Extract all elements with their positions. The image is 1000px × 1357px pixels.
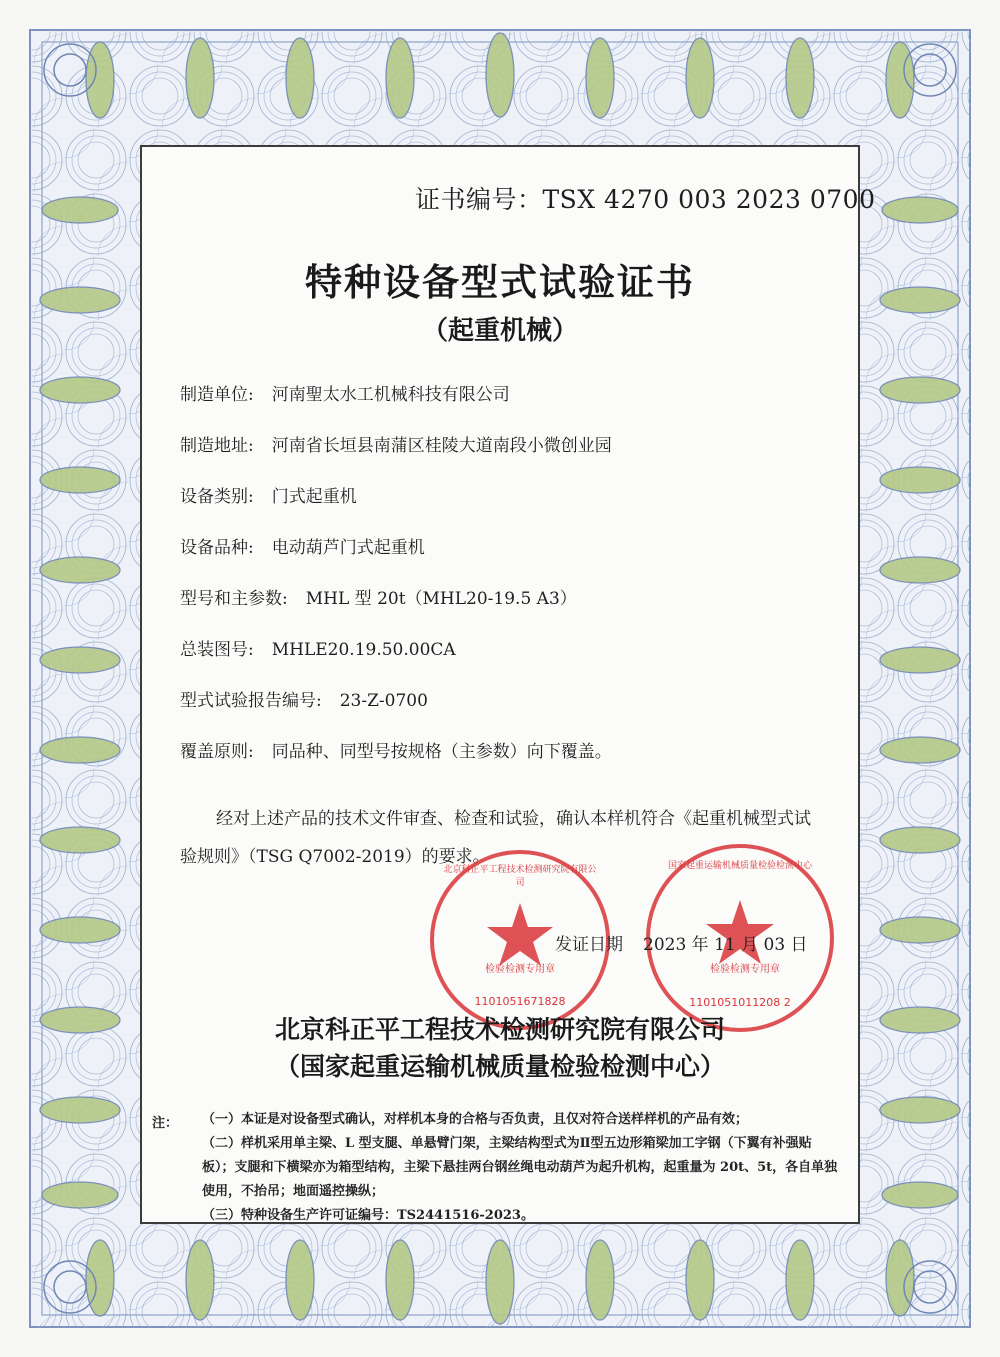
field-address <box>180 431 612 456</box>
field-label: 型式试验报告编号: <box>180 691 322 711</box>
field-label: 型号和主参数: <box>180 589 288 609</box>
note-item: （一）本证是对设备型式确认，对样机本身的合格与否负责，且仅对符合送样样机的产品有效； <box>202 1112 749 1127</box>
stamp-left-code: 1101051671828 <box>474 995 566 1008</box>
field-value: MHLE20.19.50.00CA <box>271 640 456 660</box>
field-manufacturer <box>180 380 510 405</box>
field-value: 电动葫芦门式起重机 <box>271 538 425 558</box>
field-model-parameters <box>180 584 577 609</box>
stamp-right-org: 国家起重运输机械质量检验检测中心 <box>667 861 812 871</box>
field-value: MHL 型 20t（MHL20-19.5 A3） <box>305 589 577 609</box>
field-test-report-number <box>180 686 428 711</box>
field-assembly-drawing <box>180 635 456 660</box>
field-value: 同品种、同型号按规格（主参数）向下覆盖。 <box>271 742 612 762</box>
stamp-left-sub: 检验检测专用章 <box>485 964 555 975</box>
issue-date-value: 2023 年 11 月 03 日 <box>643 935 808 955</box>
certificate-number: 证书编号：TSX 4270 003 2023 0700 <box>415 185 876 214</box>
stamp-right-sub: 检验检测专用章 <box>710 964 780 975</box>
field-equipment-variety <box>180 533 425 558</box>
field-equipment-category <box>180 482 357 507</box>
notes-label: 注： <box>152 1116 179 1131</box>
field-label: 设备品种: <box>180 538 254 558</box>
field-label: 制造单位: <box>180 385 254 405</box>
issuer-center: （国家起重运输机械质量检验检测中心） <box>274 1052 725 1081</box>
stamp-left-org: 北京科正平工程技术检测研究院有限公司 <box>443 865 597 888</box>
note-item: （三）特种设备生产许可证编号：TS2441516-2023。 <box>202 1208 534 1223</box>
field-label: 覆盖原则: <box>180 742 254 762</box>
field-label: 总装图号: <box>180 640 254 660</box>
note-item: （二）样机采用单主梁、L 型支腿、单悬臂门架，主梁结构型式为Ⅱ型五边形箱梁加工字钢（下翼有补强贴板）；支腿和下横梁亦为箱型结构，主梁下悬挂两台钢丝绳电动葫芦为起升机构，起重量为 20t、5t，各自单独使用，不抬吊；地面遥控操纵； <box>202 1136 838 1199</box>
conformity-statement: 经对上述产品的技术文件审查、检查和试验，确认本样机符合《起重机械型式试验规则》（TSG Q7002-2019）的要求。 <box>180 809 811 867</box>
issue-date <box>555 930 808 955</box>
field-value: 门式起重机 <box>271 487 357 507</box>
certificate-title: 特种设备型式试验证书 <box>305 261 695 304</box>
issue-date-label: 发证日期 <box>555 935 623 955</box>
issuer-name: 北京科正平工程技术检测研究院有限公司 <box>274 1015 725 1044</box>
field-value: 河南聖太水工机械科技有限公司 <box>271 385 510 405</box>
certificate-subtitle: （起重机械） <box>421 316 578 346</box>
field-value: 河南省长垣县南蒲区桂陵大道南段小微创业园 <box>271 436 612 456</box>
field-value: 23-Z-0700 <box>339 691 428 711</box>
field-label: 制造地址: <box>180 436 254 456</box>
field-label: 设备类别: <box>180 487 254 507</box>
stamp-right-code: 1101051011208 2 <box>689 996 791 1009</box>
field-coverage-principle <box>180 737 612 762</box>
